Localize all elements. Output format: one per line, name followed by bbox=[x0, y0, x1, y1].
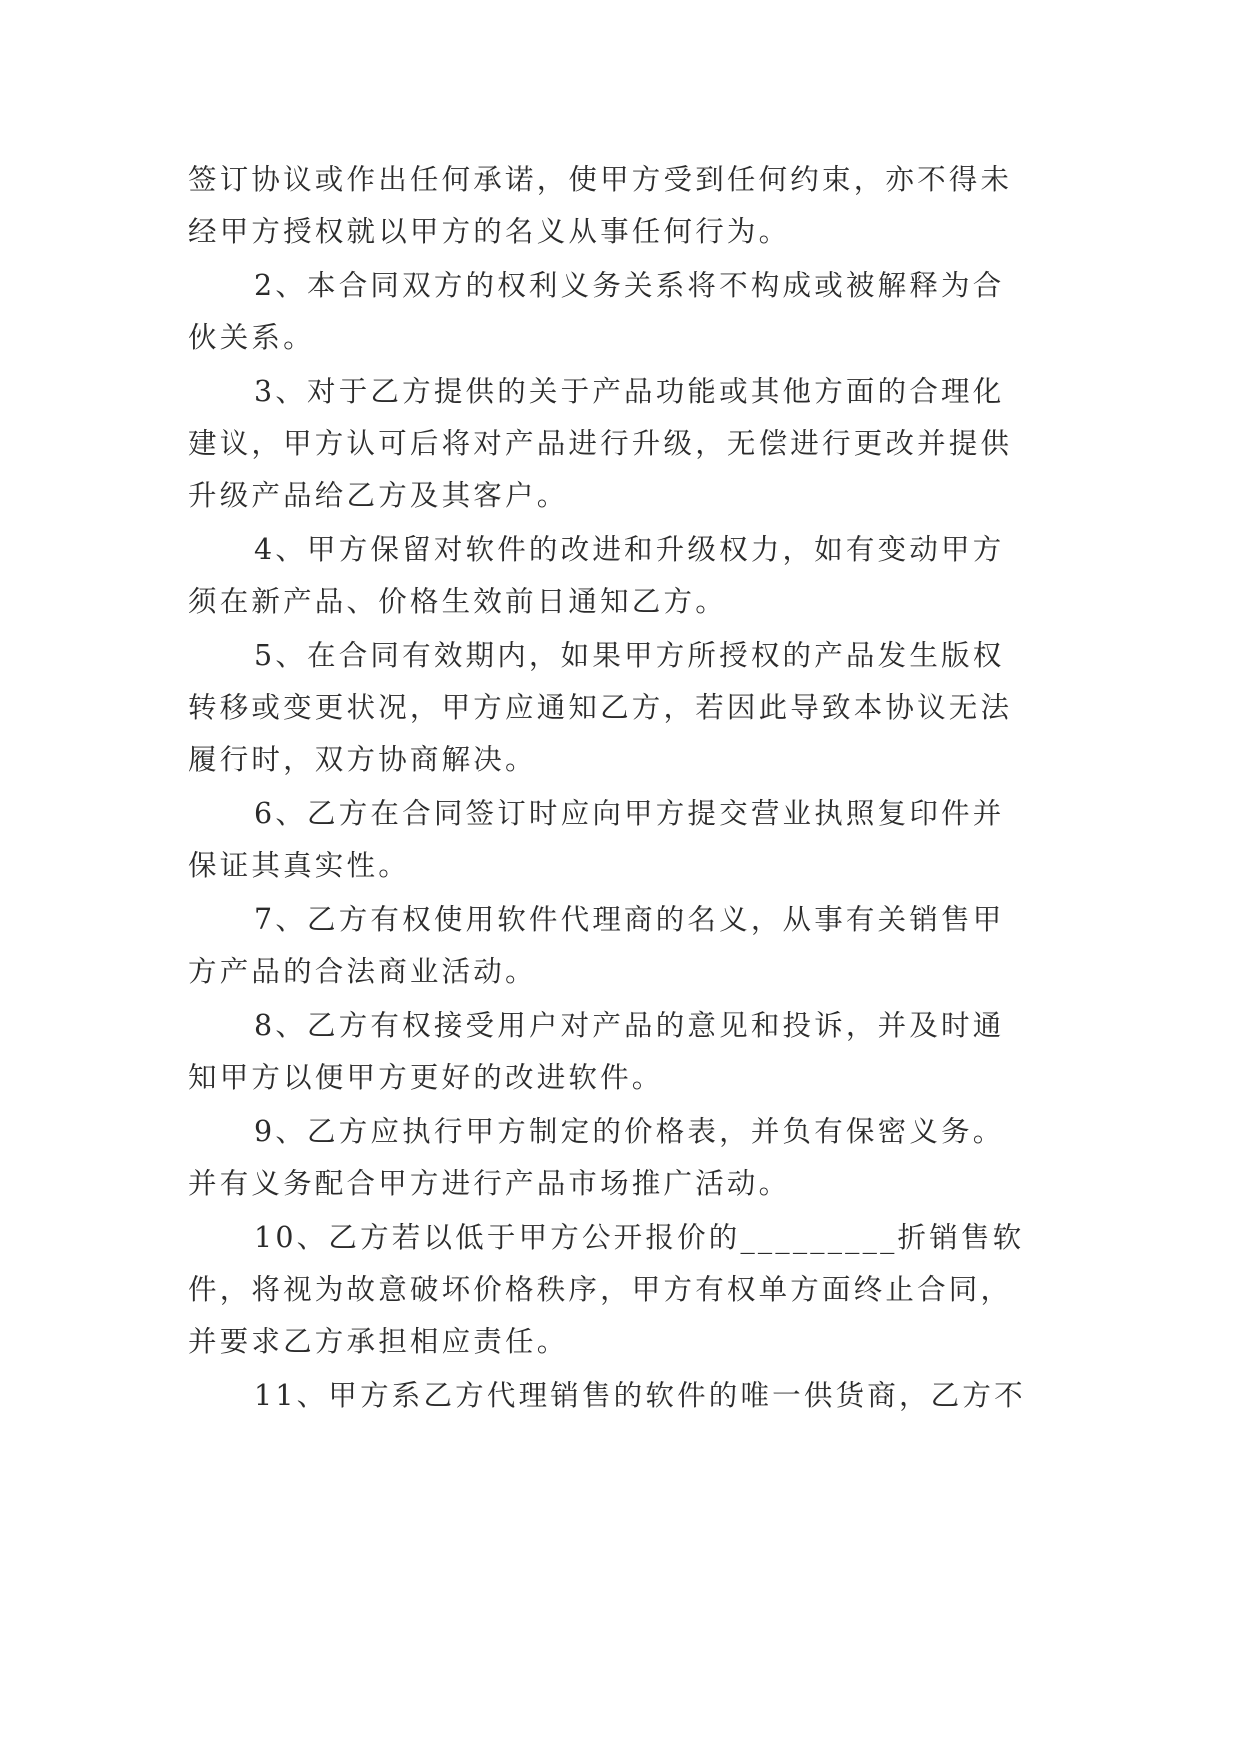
clause-4: 4、甲方保留对软件的改进和升级权力，如有变动甲方 bbox=[254, 533, 1005, 566]
text-line: 须在新产品、价格生效前日通知乙方。 bbox=[188, 585, 727, 618]
text-line: 升级产品给乙方及其客户。 bbox=[188, 479, 569, 512]
text-line: 履行时，双方协商解决。 bbox=[188, 743, 537, 776]
text-line: 件，将视为故意破坏价格秩序，甲方有权单方面终止合同， bbox=[188, 1273, 1013, 1306]
text-line: 经甲方授权就以甲方的名义从事任何行为。 bbox=[188, 215, 791, 248]
clause-10: 10、乙方若以低于甲方公开报价的_________折销售软 bbox=[254, 1221, 1025, 1254]
text-line: 并要求乙方承担相应责任。 bbox=[188, 1325, 569, 1358]
clause-2: 2、本合同双方的权利义务关系将不构成或被解释为合 bbox=[254, 269, 1005, 302]
clause-6: 6、乙方在合同签订时应向甲方提交营业执照复印件并 bbox=[254, 797, 1005, 830]
text-line: 保证其真实性。 bbox=[188, 849, 410, 882]
clause-9: 9、乙方应执行甲方制定的价格表，并负有保密义务。 bbox=[254, 1115, 1005, 1148]
text-line: 签订协议或作出任何承诺，使甲方受到任何约束，亦不得未 bbox=[188, 163, 1013, 196]
clause-5: 5、在合同有效期内，如果甲方所授权的产品发生版权 bbox=[254, 639, 1005, 672]
clause-7: 7、乙方有权使用软件代理商的名义，从事有关销售甲 bbox=[254, 903, 1005, 936]
clause-3: 3、对于乙方提供的关于产品功能或其他方面的合理化 bbox=[254, 375, 1005, 408]
text-line: 知甲方以便甲方更好的改进软件。 bbox=[188, 1061, 664, 1094]
text-line: 方产品的合法商业活动。 bbox=[188, 955, 537, 988]
text-line: 并有义务配合甲方进行产品市场推广活动。 bbox=[188, 1167, 791, 1200]
text-line: 建议，甲方认可后将对产品进行升级，无偿进行更改并提供 bbox=[188, 427, 1013, 460]
clause-8: 8、乙方有权接受用户对产品的意见和投诉，并及时通 bbox=[254, 1009, 1005, 1042]
text-line: 转移或变更状况，甲方应通知乙方，若因此导致本协议无法 bbox=[188, 691, 1013, 724]
clause-11: 11、甲方系乙方代理销售的软件的唯一供货商，乙方不 bbox=[254, 1379, 1026, 1412]
text-line: 伙关系。 bbox=[188, 321, 315, 354]
